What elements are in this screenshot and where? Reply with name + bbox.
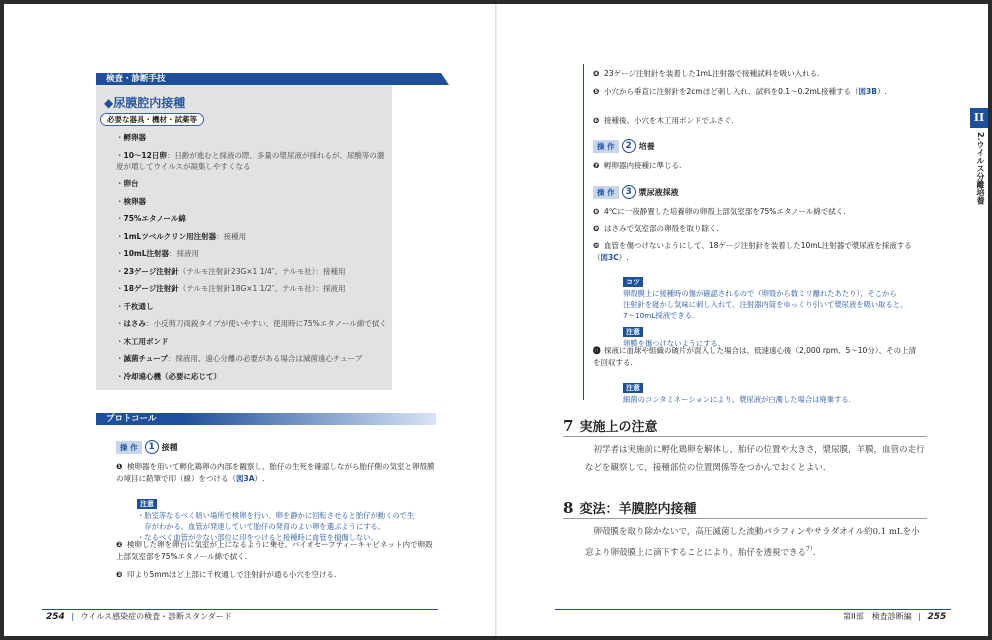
equipment-note: ：日齢が進むと採液の際、多量の漿尿液が採れるが、尿酸等の濃度が増してウイルスが凝集しやすくなる bbox=[116, 150, 385, 171]
part-tab: II bbox=[970, 108, 988, 128]
step-marker: ❷ bbox=[116, 540, 123, 549]
equipment-item bbox=[116, 248, 388, 259]
step-2 bbox=[116, 539, 436, 563]
right-page bbox=[497, 4, 988, 636]
equipment-note: （テルモ注射針23G×1 1/4″、テルモ社）：接種用 bbox=[178, 266, 346, 276]
section-8-end: ． bbox=[812, 547, 822, 558]
section-rule bbox=[563, 436, 927, 437]
step-marker: ❸ bbox=[116, 570, 123, 579]
equipment-name: 10mL注射器 bbox=[123, 249, 170, 258]
operation-number: 2 bbox=[622, 139, 636, 153]
chapter-tab-label: 2.ウイルス分離培養 bbox=[976, 132, 985, 205]
figure-ref[interactable]: 図3A bbox=[236, 474, 255, 483]
bullet: ・ bbox=[116, 336, 124, 346]
equipment-name: 木工用ボンド bbox=[123, 336, 169, 346]
section-number: 8 bbox=[563, 499, 574, 517]
step-text: 小穴から垂直に注射針を2cmほど刺し入れ、試料を0.1〜0.2mL接種する（ bbox=[604, 87, 859, 96]
section-7-text: 初学者は実施前に孵化鶏卵を解体し，胎仔の位置や大きさ，漿尿膜，羊膜，血管の走行などを観察して，接種部位の位置関係等をつかんでおくとよい． bbox=[585, 445, 925, 473]
equipment-note: ：接種用 bbox=[216, 231, 247, 241]
equipment-name: 冷却遠心機（必要に応じて） bbox=[123, 371, 221, 381]
section-8-heading bbox=[563, 498, 696, 517]
step-text: 印より5mmほど上部に千枚通しで注射針が通る小穴を空ける. bbox=[127, 570, 337, 579]
bullet: ・ bbox=[116, 301, 124, 311]
equipment-item bbox=[116, 371, 388, 382]
bullet: ・ bbox=[116, 284, 124, 293]
footer bbox=[843, 611, 946, 622]
operation-tag: 操 作 bbox=[116, 441, 142, 454]
bullet: ・ bbox=[116, 196, 124, 206]
equipment-name: 18ゲージ注射針 bbox=[123, 284, 179, 293]
book-title: ウイルス感染症の検査・診断スタンダード bbox=[80, 612, 232, 621]
step-text-end: ）. bbox=[876, 87, 887, 96]
equipment-name: 10〜12日卵 bbox=[123, 150, 167, 160]
step-7 bbox=[593, 160, 923, 172]
equipment-item bbox=[116, 132, 388, 143]
section-rule bbox=[563, 518, 927, 519]
step-marker: ⓫ bbox=[593, 346, 601, 355]
protocol-bar: プロトコール bbox=[96, 413, 436, 425]
equipment-item bbox=[116, 178, 388, 189]
operation-number: 1 bbox=[145, 440, 159, 454]
step-text: 孵卵器内接種に準じる. bbox=[604, 161, 682, 170]
equipment-item bbox=[116, 213, 388, 224]
bullet: ・ bbox=[116, 249, 124, 258]
equipment-item bbox=[116, 318, 388, 329]
note-line: 7〜10mL採液できる. bbox=[623, 311, 695, 320]
step-marker: ❽ bbox=[593, 207, 600, 216]
citation: 7） bbox=[806, 546, 813, 553]
equipment-item bbox=[116, 353, 388, 364]
note-line: 卵殻膜上に接種時の傷が確認されるので（卵殻から数ミリ離れたあたり）、そこから bbox=[623, 289, 897, 298]
bullet: ・ bbox=[116, 179, 124, 188]
bullet: ・ bbox=[116, 354, 124, 363]
equipment-name: 75%エタノール綿 bbox=[123, 214, 186, 223]
equipment-item bbox=[116, 231, 388, 242]
note-tag: 注意 bbox=[623, 383, 643, 393]
step-marker: ❺ bbox=[593, 87, 600, 96]
note-line: ・なるべく血管が少ない部位に印をつけると接種時に血管を損傷しない。 bbox=[137, 533, 378, 542]
step-marker: ❿ bbox=[593, 241, 600, 250]
equipment-item bbox=[116, 336, 388, 347]
footer-rule bbox=[555, 609, 951, 610]
equipment-item bbox=[116, 301, 388, 312]
note-line: 存がわかる。血管が発達していて胎仔の発育のよい卵を選ぶようにする。 bbox=[137, 522, 386, 531]
equipment-item bbox=[116, 266, 388, 277]
note-tag: 注意 bbox=[623, 327, 643, 337]
step-8 bbox=[593, 206, 923, 218]
equipment-name: 卵台 bbox=[123, 179, 139, 188]
note-body: 細菌のコンタミネーションにより、漿尿液が白濁した場合は廃棄する. bbox=[623, 395, 851, 404]
step-5 bbox=[593, 86, 923, 98]
step-11 bbox=[593, 345, 923, 369]
step-marker: ❾ bbox=[593, 224, 600, 233]
operation-tag: 操 作 bbox=[593, 140, 619, 153]
equipment-name: 検卵器 bbox=[123, 196, 146, 206]
column-rule bbox=[583, 64, 584, 400]
operation-title: 接種 bbox=[161, 442, 178, 452]
note-line: 注射針を寝かし気味に刺し入れて、注射器内筒をゆっくり引いて漿尿液を吸い取ると、 bbox=[623, 300, 908, 309]
main-title: ◆尿膜腔内接種 bbox=[104, 96, 186, 110]
step-marker: ❹ bbox=[593, 69, 600, 78]
step-text: 検卵した卵を卵台に気室が上になるように乗せ、バイオセーフティーキャビネット内で卵殻上部気室部を75%エタノール綿で拭く. bbox=[116, 540, 433, 561]
bullet: ・ bbox=[116, 266, 124, 276]
footer-divider: | bbox=[918, 612, 921, 621]
note-1 bbox=[137, 491, 437, 543]
step-text: 4℃に一夜静置した培養卵の卵殻上部気室部を75%エタノール綿で拭く. bbox=[604, 207, 846, 216]
step-9 bbox=[593, 223, 923, 235]
equipment-name: 千枚通し bbox=[123, 301, 154, 311]
section-8-text bbox=[585, 523, 925, 562]
bullet: ・ bbox=[116, 150, 124, 160]
tip-tag: コツ bbox=[623, 277, 643, 287]
equipment-name: 孵卵器 bbox=[123, 133, 146, 142]
operation-tag: 操 作 bbox=[593, 186, 619, 199]
operation-title: 培養 bbox=[638, 141, 655, 151]
page-number: 255 bbox=[927, 612, 947, 622]
step-1 bbox=[116, 461, 436, 485]
step-text: 検卵器を用いて孵化鶏卵の内部を観察し、胎仔の生死を確認しながら胎仔側の気室と卵殻膜の境目に鉛筆で印（線）をつける（ bbox=[116, 462, 435, 483]
equipment-note: ：小反剪刀両鋭タイプが使いやすい、使用時に75%エタノール綿で拭く bbox=[146, 319, 387, 328]
step-3 bbox=[116, 569, 436, 581]
tip-box bbox=[623, 269, 933, 321]
equipment-list bbox=[116, 132, 388, 388]
section-bar: 検査・診断手技 bbox=[96, 73, 441, 85]
equipment-note: （テルモ注射針18G×1 1/2″、テルモ社）：採液用 bbox=[178, 284, 346, 293]
figure-ref[interactable]: 図3C bbox=[600, 253, 619, 262]
bullet: ・ bbox=[116, 231, 124, 241]
step-marker: ❶ bbox=[116, 462, 123, 471]
part-title: 第II部 検査診断編 bbox=[843, 612, 912, 621]
section-7-heading bbox=[563, 416, 657, 435]
equipment-item bbox=[116, 150, 388, 172]
equipment-label: 必要な器具・機材・試薬等 bbox=[100, 113, 204, 126]
note-body: 卵膜を傷つけないようにする. bbox=[623, 339, 721, 348]
step-text: 23ゲージ注射針を装着した1mL注射器で接種試料を吸い入れる. bbox=[604, 69, 820, 78]
note-3 bbox=[623, 375, 933, 405]
footer bbox=[46, 611, 232, 622]
step-6 bbox=[593, 115, 923, 127]
tip-body bbox=[623, 288, 933, 321]
note-tag: 注意 bbox=[137, 499, 157, 509]
step-text: 採液に血球や組織の破片が混入した場合は、低速遠心後（2,000 rpm、5〜10分）、その上清を回収する. bbox=[593, 346, 917, 367]
page-number: 254 bbox=[46, 612, 65, 622]
step-text: はさみで気室部の卵殻を取り除く. bbox=[604, 224, 719, 233]
equipment-item bbox=[116, 196, 388, 207]
equipment-name: はさみ bbox=[123, 319, 146, 328]
operation-number: 3 bbox=[622, 185, 636, 199]
step-text-end: ）. bbox=[254, 474, 265, 483]
footer-divider: | bbox=[71, 612, 75, 621]
operation-1-heading bbox=[116, 440, 178, 454]
book-spread bbox=[4, 4, 988, 636]
section-title: 実施上の注意 bbox=[579, 420, 658, 435]
bullet: ・ bbox=[116, 133, 124, 142]
operation-2-heading bbox=[593, 139, 655, 153]
figure-ref[interactable]: 図3B bbox=[858, 87, 877, 96]
step-text: 接種後、小穴を木工用ボンドでふさぐ. bbox=[604, 116, 734, 125]
operation-3-heading bbox=[593, 185, 679, 199]
step-4 bbox=[593, 68, 923, 80]
equipment-note: ：採液用、遠心分離の必要がある場合は滅菌遠心チューブ bbox=[167, 354, 363, 363]
step-text: 血管を傷つけないようにして、18ゲージ注射針を装着した10mL注射器で漿尿液を採液する（ bbox=[593, 241, 912, 262]
bullet: ・ bbox=[116, 214, 124, 223]
section-title: 変法：羊膜腔内接種 bbox=[579, 502, 697, 517]
step-marker: ❻ bbox=[593, 116, 600, 125]
section-8-body: 卵殻膜を取り除かないで，高圧滅菌した流動パラフィンやサラダオイル約0.1 mLを小窓より卵殻膜上に滴下することにより，胎仔を透視できる bbox=[585, 527, 920, 558]
left-page bbox=[4, 4, 495, 636]
step-text-end: ）. bbox=[618, 253, 629, 262]
step-marker: ❼ bbox=[593, 161, 600, 170]
equipment-name: 23ゲージ注射針 bbox=[123, 266, 179, 276]
operation-title: 漿尿液採液 bbox=[638, 187, 679, 197]
equipment-note: ：採液用 bbox=[169, 249, 200, 258]
step-10 bbox=[593, 240, 923, 264]
equipment-name: 1mLツベルクリン用注射器 bbox=[123, 231, 217, 241]
bullet: ・ bbox=[116, 319, 124, 328]
bullet: ・ bbox=[116, 371, 124, 381]
section-number: 7 bbox=[563, 417, 574, 435]
equipment-name: 滅菌チューブ bbox=[123, 354, 168, 363]
note-line: ・胎室等なるべく暗い場所で検卵を行い、卵を静かに回転させると胎仔が動くので生 bbox=[137, 511, 415, 520]
footer-rule bbox=[42, 609, 438, 610]
equipment-item bbox=[116, 283, 388, 294]
